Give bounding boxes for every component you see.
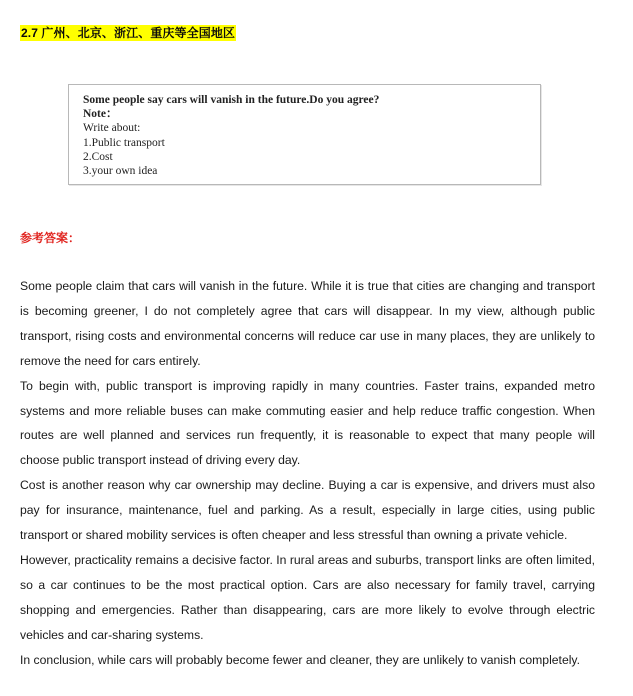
essay-paragraph-cost: Cost is another reason why car ownership may decline. Buying a car is expensive, and drivers must also pay for insurance, maintenance, fuel and parking. As a result, especially in large cities, using public transport or shared mobility services is often cheaper and less stressful than owning a private vehicle. (20, 478, 595, 543)
prompt-item: 3.your own idea (83, 165, 158, 178)
section-heading: 2.7 广州、北京、浙江、重庆等全国地区 (21, 26, 236, 40)
prompt-item: 1.Public transport (83, 136, 165, 149)
essay-paragraph-intro: Some people claim that cars will vanish in the future. While it is true that cities are changing and transport is becoming greener, I do not completely agree that cars will disappear. In my view, although public transport, rising costs and environmental concerns will reduce car use in many places, they are unlikely to remove the need for cars entirely. (20, 279, 595, 368)
writing-prompt-box (68, 84, 541, 185)
prompt-note-label: Note： (83, 108, 118, 121)
prompt-question: Some people say cars will vanish in the future.Do you agree? (83, 94, 380, 106)
essay-body (20, 274, 595, 673)
reference-answer-label: 参考答案： (20, 231, 81, 245)
essay-paragraph-conclusion: In conclusion, while cars will probably become fewer and cleaner, they are unlikely to vanish completely. (20, 652, 581, 667)
prompt-item: 2.Cost (83, 150, 113, 163)
prompt-write-about: Write about: (83, 122, 141, 135)
essay-paragraph-practicality: However, practicality remains a decisive factor. In rural areas and suburbs, transport links are often limited, so a car continues to be the most practical option. Cars are also necessary for family travel, carrying shopping and emergencies. Rather than disappearing, cars are more likely to evolve through electric vehicles and car-sharing systems. (20, 552, 595, 642)
essay-paragraph-public-transport: To begin with, public transport is improving rapidly in many countries. Faster trains, expanded metro systems and more reliable buses can make commuting easier and help reduce traffic congestion. When routes are well planned and services run frequently, it is reasonable to expect that many people will choose public transport instead of driving every day. (20, 378, 595, 468)
